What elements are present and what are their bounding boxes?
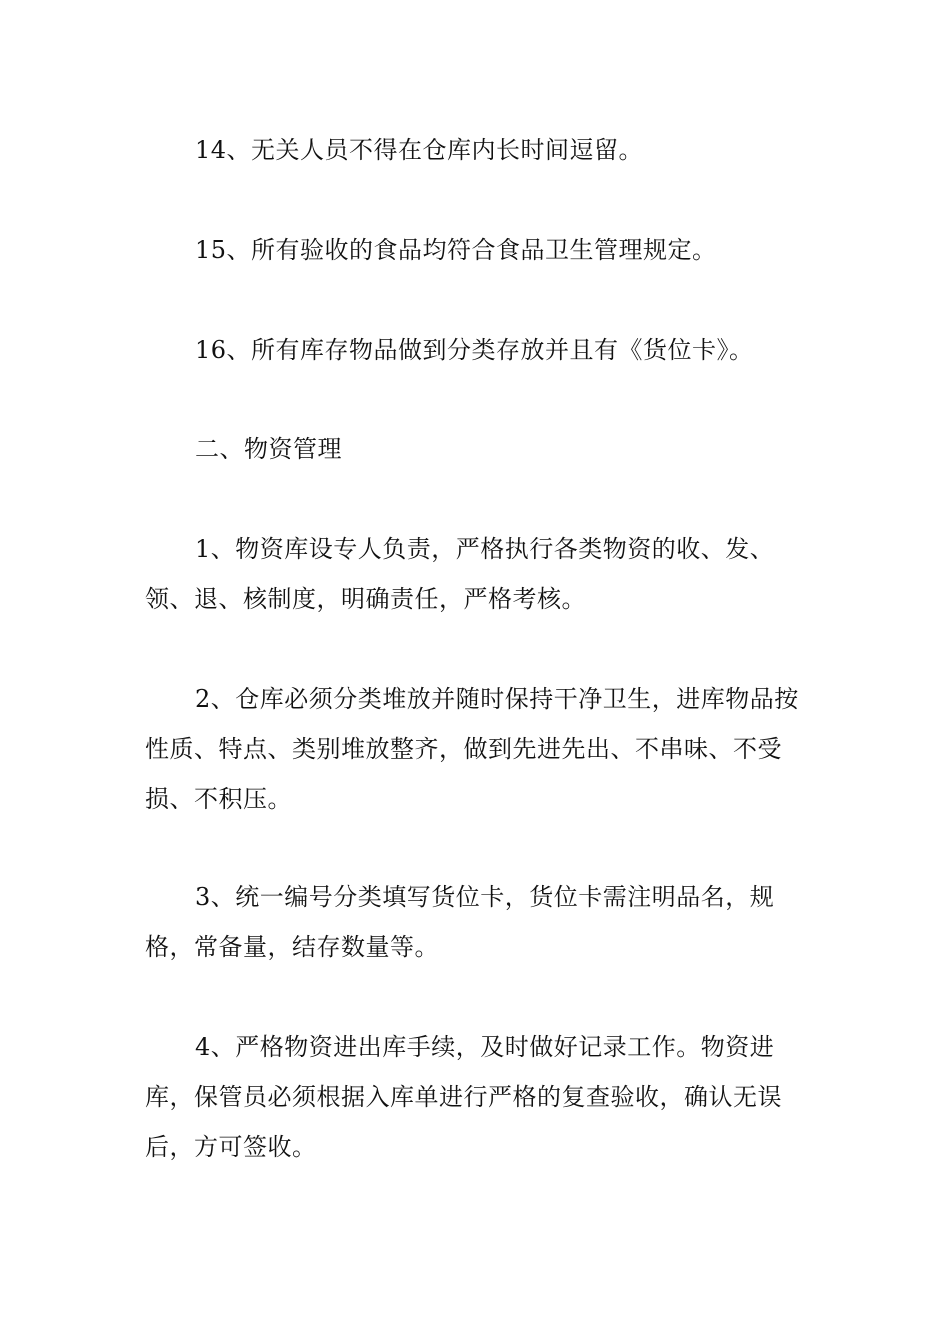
material-rule-1-paragraph: 1、物资库设专人负责，严格执行各类物资的收、发、领、退、核制度，明确责任，严格考核。: [145, 535, 775, 613]
material-rule-4-paragraph: 4、严格物资进出库手续，及时做好记录工作。物资进库，保管员必须根据入库单进行严格的复查验收，确认无误后，方可签收。: [145, 1033, 782, 1161]
material-rule-2-paragraph: 2、仓库必须分类堆放并随时保持干净卫生，进库物品按性质、特点、类别堆放整齐，做到先进先出、不串味、不受损、不积压。: [145, 685, 799, 813]
section-heading: 二、物资管理: [195, 435, 342, 463]
rule-16-paragraph: 16、所有库存物品做到分类存放并且有《货位卡》。: [195, 336, 754, 364]
material-rule-3-paragraph: 3、统一编号分类填写货位卡，货位卡需注明品名，规格，常备量，结存数量等。: [145, 883, 775, 961]
rule-15-paragraph: 15、所有验收的食品均符合食品卫生管理规定。: [195, 236, 717, 264]
rule-14-paragraph: 14、无关人员不得在仓库内长时间逗留。: [195, 136, 644, 164]
